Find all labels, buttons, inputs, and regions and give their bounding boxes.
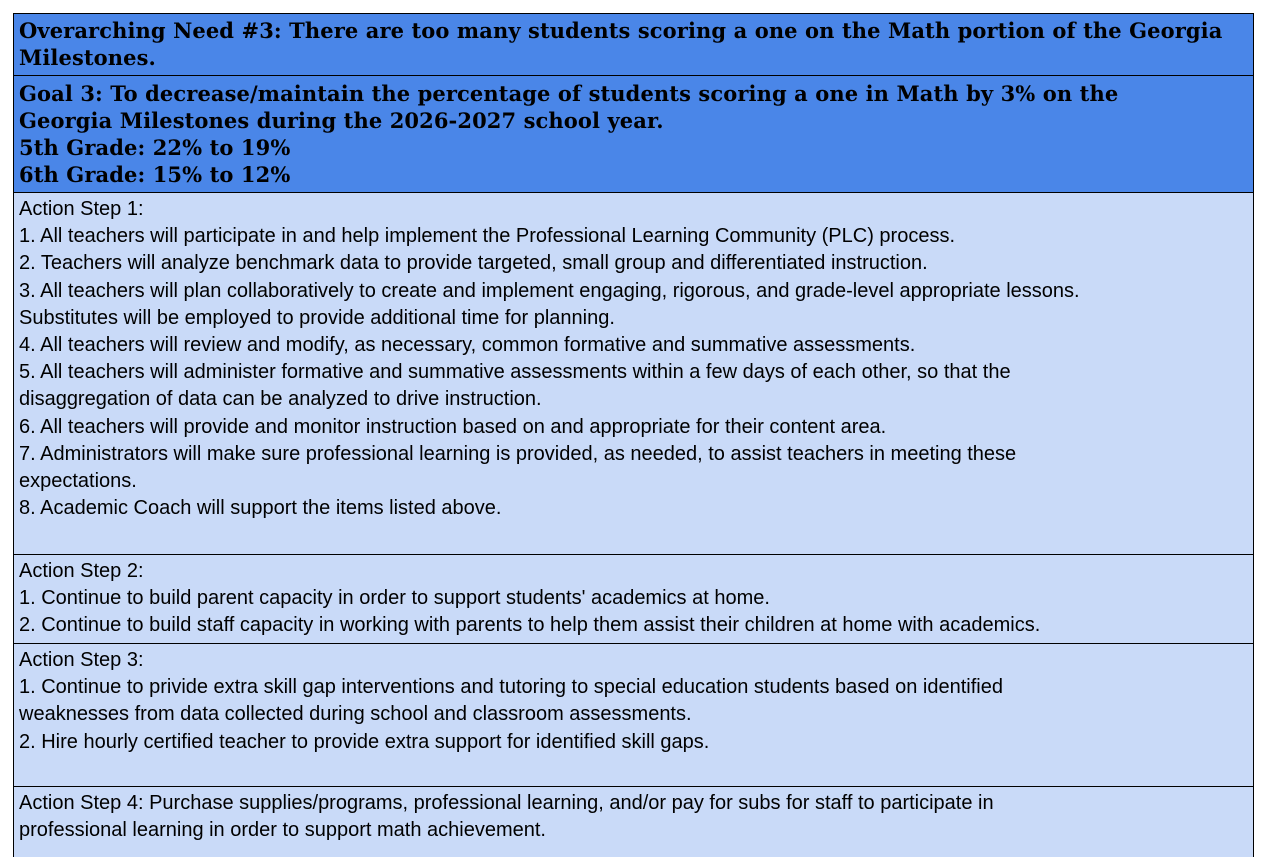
- action-step-1-item: 3. All teachers will plan collaboratively to create and implement engaging, rigorous, and grade-level appropriate lessons.: [19, 279, 1080, 302]
- action-step-1-cell: [13, 193, 1254, 555]
- goal-5th-grade-target: 5th Grade: 22% to 19%: [19, 135, 291, 160]
- action-step-1-item: 2. Teachers will analyze benchmark data to provide targeted, small group and differentiated instruction.: [19, 252, 928, 275]
- action-step-1-item: Substitutes will be employed to provide additional time for planning.: [19, 306, 615, 329]
- action-step-3-item: weaknesses from data collected during school and classroom assessments.: [19, 703, 692, 726]
- action-step-2-cell: [13, 555, 1254, 644]
- action-step-1-item: disaggregation of data can be analyzed to drive instruction.: [19, 388, 542, 411]
- goal-line: Goal 3: To decrease/maintain the percentage of students scoring a one in Math by 3% on the: [19, 81, 1119, 106]
- improvement-plan-table: [13, 13, 1254, 857]
- action-step-3-cell: [13, 644, 1254, 787]
- action-step-2-item: 1. Continue to build parent capacity in order to support students' academics at home.: [19, 587, 770, 610]
- goal-cell: [13, 76, 1254, 193]
- need-line: Overarching Need #3: There are too many students scoring a one on the Math portion of the Georgia: [19, 18, 1223, 43]
- action-step-1-item: 5. All teachers will administer formative and summative assessments within a few days of each other, so that the: [19, 361, 1011, 384]
- action-step-4-text: professional learning in order to support math achievement.: [19, 819, 546, 842]
- action-step-1-item: 1. All teachers will participate in and help implement the Professional Learning Community (PLC) process.: [19, 225, 956, 248]
- action-step-4-cell: [13, 787, 1254, 857]
- action-step-4-text: Action Step 4: Purchase supplies/programs, professional learning, and/or pay for subs for staff to participate in: [19, 792, 994, 814]
- action-step-1-item: 6. All teachers will provide and monitor instruction based on and appropriate for their content area.: [19, 415, 887, 438]
- action-step-3-heading: Action Step 3:: [19, 649, 144, 671]
- goal-line: Georgia Milestones during the 2026-2027 school year.: [19, 108, 664, 133]
- need-line: Milestones.: [19, 45, 156, 70]
- action-step-2-heading: Action Step 2:: [19, 560, 144, 582]
- action-step-2-item: 2. Continue to build staff capacity in working with parents to help them assist their children at home with academics.: [19, 614, 1041, 637]
- action-step-3-item: 1. Continue to privide extra skill gap interventions and tutoring to special education students based on identified: [19, 676, 1003, 699]
- goal-6th-grade-target: 6th Grade: 15% to 12%: [19, 162, 291, 187]
- overarching-need-cell: [13, 14, 1254, 76]
- action-step-1-item: 4. All teachers will review and modify, as necessary, common formative and summative assessments.: [19, 334, 916, 357]
- action-step-1-item: 8. Academic Coach will support the items listed above.: [19, 497, 502, 520]
- action-step-1-heading: Action Step 1:: [19, 198, 144, 220]
- action-step-1-item: expectations.: [19, 470, 137, 493]
- action-step-1-item: 7. Administrators will make sure professional learning is provided, as needed, to assist teachers in meeting these: [19, 442, 1017, 465]
- action-step-3-item: 2. Hire hourly certified teacher to provide extra support for identified skill gaps.: [19, 730, 710, 753]
